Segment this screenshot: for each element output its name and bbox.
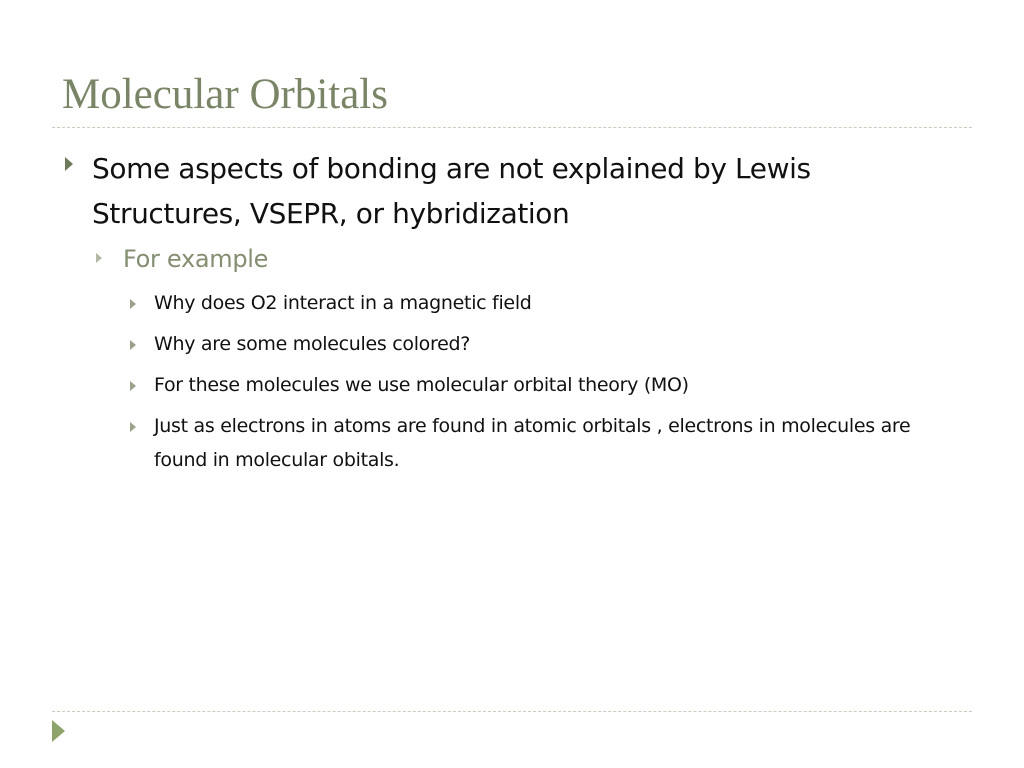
bullet-level2: For example bbox=[123, 245, 269, 273]
play-triangle-icon[interactable] bbox=[52, 720, 65, 742]
bullet-level3-text: Why are some molecules colored? bbox=[154, 333, 471, 355]
bullet-arrow-icon bbox=[130, 381, 136, 391]
bullet-level1: Some aspects of bonding are not explained by Lewis Structures, VSEPR, or hybridization bbox=[92, 152, 811, 230]
bullet-level3-item bbox=[154, 327, 954, 361]
bullet-level3-text: Why does O2 interact in a magnetic field bbox=[154, 292, 532, 314]
footer-divider bbox=[52, 711, 972, 712]
bullet-arrow-icon bbox=[130, 422, 136, 432]
bullet-arrow-icon bbox=[130, 340, 136, 350]
bullet-level3-item bbox=[154, 409, 954, 477]
bullet-level3-text: Just as electrons in atoms are found in atomic orbitals , electrons in molecules are found in molecular obitals. bbox=[154, 415, 911, 471]
bullet-arrow-icon bbox=[96, 253, 102, 263]
bullet-level3-item bbox=[154, 368, 954, 402]
bullet-level3-text: For these molecules we use molecular orbital theory (MO) bbox=[154, 374, 689, 396]
slide-title: Molecular Orbitals bbox=[62, 71, 388, 118]
bullet-level3-list bbox=[154, 286, 954, 484]
bullet-arrow-icon bbox=[130, 299, 136, 309]
bullet-level3-item bbox=[154, 286, 954, 320]
bullet-arrow-icon bbox=[65, 157, 73, 171]
title-divider bbox=[52, 127, 972, 128]
